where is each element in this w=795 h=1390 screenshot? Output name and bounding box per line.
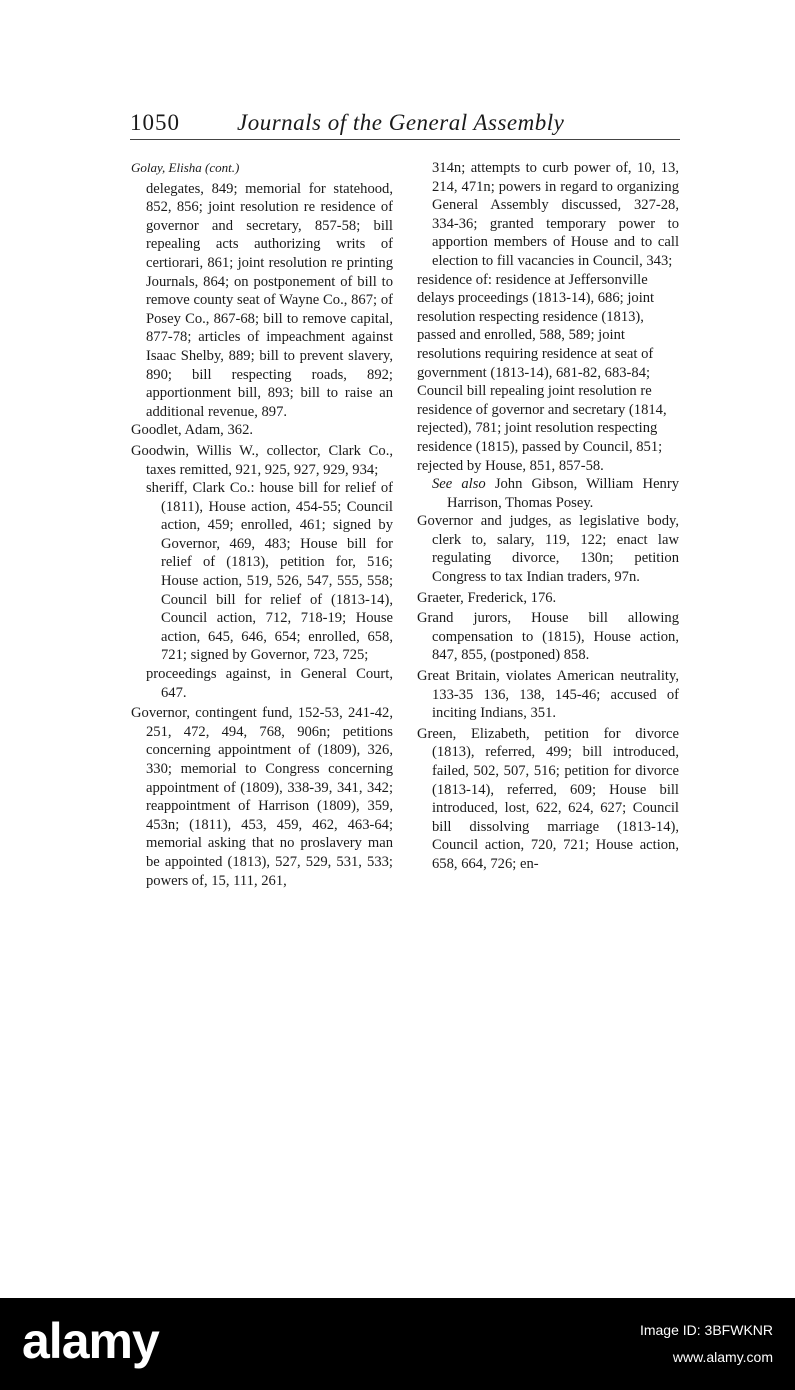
index-entry-governor-and-judges: Governor and judges, as legislative body, clerk to, salary, 119, 122; enact law regulating divorce, 130n; petition Congress to tax Indian traders, 97n. — [417, 513, 679, 586]
index-entry-golay: delegates, 849; memorial for statehood, 852, 856; joint resolution re residence of governor and secretary, 857-58; bill repealing acts authorizing writs of certiorari, 861; joint resolution re printing Journals, 864; on postponement of bill to remove county seat of Wayne Co., 867; of Posey Co., 867-68; bill to remove capital, 877-78; articles of impeachment against Isaac Shelby, 889; bill to prevent slavery, 890; bill respecting roads, 892; apportionment bill, 893; bill to raise an additional revenue, 897. — [146, 180, 393, 420]
page-header — [130, 110, 680, 140]
index-entry-governor: Governor, contingent fund, 152-53, 241-42, 251, 472, 494, 768, 906n; petitions concerning appointment of (1809), 326, 330; memorial to Congress concerning appointment of (1809), 338-39, 341, 342; reappointment of Harrison (1809), 359, 453n; (1811), 453, 459, 462, 463-64; memorial asking that no proslavery man be appointed (1813), 527, 529, 531, 533; powers of, 15, 111, 261, — [131, 705, 393, 889]
index-entry — [417, 589, 679, 608]
header-rule — [130, 139, 680, 140]
see-also-label: See also — [432, 476, 486, 493]
index-entry — [131, 421, 393, 440]
index-entry — [417, 609, 679, 665]
watermark-footer — [0, 1298, 795, 1390]
index-entry — [417, 667, 679, 723]
page-title: Journals of the General Assembly — [237, 110, 565, 135]
index-entry-great-britain: Great Britain, violates American neutrality, 133-35 136, 138, 145-46; accused of inciting Indians, 351. — [417, 668, 679, 722]
index-subentry-sheriff: sheriff, Clark Co.: house bill for relief of (1811), House action, 454-55; Council action, 459; enrolled, 461; signed by Governor, 469, 483; House bill for relief of (1813), petition for, 516; House action, 519, 526, 547, 555, 558; Council bill for relief of (1813-14), Council action, 712, 718-19; House action, 645, 646, 654; enrolled, 658, 721; signed by Governor, 723, 725; — [146, 480, 393, 664]
index-entry — [131, 442, 393, 702]
site-url-label: www.alamy.com — [672, 1349, 773, 1365]
index-entry-governor-continued: 314n; attempts to curb power of, 10, 13, 214, 471n; powers in regard to organizing General Assembly discussed, 327-28, 334-36; granted temporary power to apportion members of House and to call election to fill vacancies in Council, 343; — [432, 160, 679, 269]
continued-heading: Golay, Elisha (cont.) — [131, 160, 240, 175]
index-entry — [131, 704, 393, 890]
index-entry-green: Green, Elizabeth, petition for divorce (1813), referred, 499; bill introduced, failed, 502, 507, 516; petition for divorce (1813-14), referred, 609; House bill introduced, lost, 622, 624, 627; Council bill dissolving marriage (1813-14), Council action, 720, 721; House action, 658, 664, 726; en- — [417, 725, 679, 872]
see-also-reference — [417, 475, 679, 512]
index-entry-goodwin: Goodwin, Willis W., collector, Clark Co., taxes remitted, 921, 925, 927, 929, 934; — [131, 442, 393, 478]
left-column — [131, 159, 393, 892]
page-number: 1050 — [130, 110, 180, 135]
index-entry — [417, 725, 679, 874]
right-column — [417, 159, 679, 876]
image-id-label: Image ID: 3BFWKNR — [639, 1322, 773, 1338]
index-entry-grand-jurors: Grand jurors, House bill allowing compensation to (1815), House action, 847, 855, (postponed) 858. — [417, 610, 679, 664]
index-entry-goodlet: Goodlet, Adam, 362. — [131, 422, 254, 439]
see-also-text: John Gibson, William Henry Harrison, Thomas Posey. — [447, 476, 679, 511]
index-subentry-residence: residence of: residence at Jeffersonville delays proceedings (1813-14), 686; joint resolution respecting residence (1813), passed and enrolled, 588, 589; joint resolutions requiring residence at seat of government (1813-14), 681-82, 683-84; Council bill repealing joint resolution re residence of governor and secretary (1814, rejected), 781; joint resolution respecting residence (1815), passed by Council, 851; rejected by House, 851, 857-58. — [417, 271, 667, 474]
index-subentry-proceedings: proceedings against, in General Court, 647. — [146, 666, 393, 701]
alamy-logo: alamy — [22, 1313, 159, 1369]
index-entry-graeter: Graeter, Frederick, 176. — [417, 589, 557, 606]
index-entry — [417, 512, 679, 586]
